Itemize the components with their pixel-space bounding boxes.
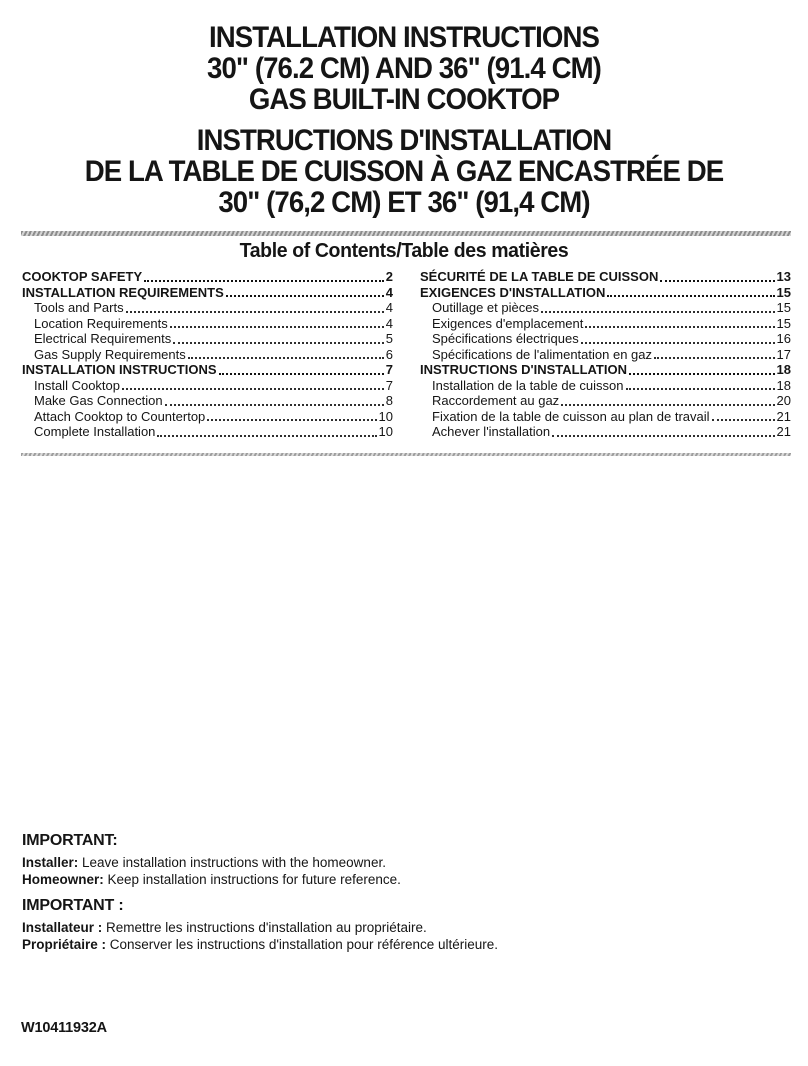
- toc-dot-leader: [654, 347, 775, 363]
- important-line: [22, 919, 662, 936]
- toc-dot-leader: [607, 285, 774, 301]
- important-heading-fr: IMPORTANT :: [22, 897, 124, 914]
- toc-entry-page: 21: [776, 424, 791, 439]
- toc-entry: [22, 424, 393, 440]
- toc-dot-leader: [144, 269, 384, 285]
- divider-rule-bottom: [21, 453, 791, 456]
- toc-entry-label: INSTALLATION INSTRUCTIONS: [22, 362, 217, 377]
- toc-dot-leader: [165, 393, 384, 409]
- toc-entry: [420, 316, 791, 332]
- toc-entry-label: INSTALLATION REQUIREMENTS: [22, 284, 224, 300]
- toc-entry-page: 16: [776, 331, 791, 346]
- toc-entry-label: Make Gas Connection: [34, 393, 163, 408]
- toc-dot-leader: [712, 409, 775, 425]
- important-line-lead: Installateur :: [22, 920, 103, 935]
- toc-entry-page: 10: [378, 424, 393, 439]
- toc-entry-page: 15: [776, 315, 791, 331]
- important-line-lead: Installer:: [22, 855, 79, 870]
- toc-entry-label: Spécifications électriques: [432, 331, 579, 346]
- toc-entry: [22, 300, 393, 316]
- divider-rule-top: [21, 231, 791, 236]
- important-line: [22, 871, 662, 888]
- important-line-text: Conserver les instructions d'installation pour référence ultérieure.: [106, 937, 499, 952]
- toc-entry-label: COOKTOP SAFETY: [22, 269, 143, 284]
- toc-entry-label: Location Requirements: [34, 315, 168, 331]
- toc-entry-page: 21: [776, 408, 791, 424]
- document-title: [0, 22, 808, 218]
- toc-dot-leader: [173, 331, 383, 347]
- toc-entry-page: 4: [385, 284, 393, 300]
- toc-entry: [22, 285, 393, 301]
- title-fr: [0, 125, 808, 218]
- toc-entry-page: 17: [776, 346, 791, 362]
- toc-entry-page: 15: [776, 284, 791, 300]
- toc-entry-page: 2: [385, 269, 393, 284]
- toc-entry-label: Attach Cooktop to Countertop: [34, 408, 206, 424]
- important-line-text: Leave installation instructions with the homeowner.: [78, 855, 386, 870]
- toc-entry-label: Tools and Parts: [34, 300, 124, 315]
- toc-entry: [22, 347, 393, 363]
- toc-entry-page: 18: [776, 377, 791, 393]
- toc-entry: [420, 347, 791, 363]
- toc-entry-page: 4: [385, 300, 393, 315]
- title-line-fr-3: 30" (76,2 CM) ET 36" (91,4 CM): [218, 186, 590, 219]
- title-line-fr-2: DE LA TABLE DE CUISSON À GAZ ENCASTRÉE DE: [84, 155, 724, 188]
- important-line-lead: Propriétaire :: [22, 937, 107, 952]
- toc-dot-leader: [126, 300, 384, 316]
- toc-entry-page: 6: [385, 346, 393, 362]
- toc-dot-leader: [626, 378, 775, 394]
- toc-entry-label: Gas Supply Requirements: [34, 346, 186, 362]
- title-line-en-3: GAS BUILT-IN COOKTOP: [248, 83, 560, 116]
- toc-entry-page: 8: [385, 393, 393, 408]
- toc-entry-label: Spécifications de l'alimentation en gaz: [432, 346, 653, 362]
- toc-entry-label: Electrical Requirements: [34, 331, 172, 346]
- important-notice-english: [22, 832, 662, 888]
- toc-entry-page: 7: [385, 362, 393, 377]
- toc-entry: [420, 424, 791, 440]
- toc-entry: [420, 409, 791, 425]
- important-line-text: Remettre les instructions d'installation au propriétaire.: [102, 920, 427, 935]
- toc-entry: [22, 378, 393, 394]
- toc-entry-page: 10: [378, 408, 393, 424]
- important-line-lead: Homeowner:: [22, 872, 104, 887]
- toc-entry: [420, 393, 791, 409]
- important-lines-en: [22, 854, 662, 888]
- toc-entry: [420, 300, 791, 316]
- important-line-text: Keep installation instructions for future reference.: [103, 872, 401, 887]
- toc-entry: [420, 378, 791, 394]
- important-heading-en: IMPORTANT:: [22, 832, 118, 849]
- toc-entry: [22, 316, 393, 332]
- toc-entry-label: Fixation de la table de cuisson au plan de travail: [432, 408, 710, 424]
- toc-dot-leader: [226, 285, 384, 301]
- toc-entry-page: 5: [385, 331, 393, 346]
- toc-entry: [420, 269, 791, 285]
- toc-dot-leader: [157, 424, 376, 440]
- table-of-contents: [22, 269, 791, 440]
- important-line: [22, 854, 662, 871]
- toc-entry-label: SÉCURITÉ DE LA TABLE DE CUISSON: [420, 269, 659, 284]
- toc-entry-label: Exigences d'emplacement: [432, 315, 584, 331]
- toc-entry-page: 13: [776, 269, 791, 284]
- toc-entry: [420, 285, 791, 301]
- toc-entry-page: 7: [385, 377, 393, 393]
- toc-entry-label: INSTRUCTIONS D'INSTALLATION: [420, 362, 627, 377]
- title-line-fr-1: INSTRUCTIONS D'INSTALLATION: [196, 124, 612, 157]
- toc-dot-leader: [122, 378, 384, 394]
- toc-entry-page: 18: [776, 362, 791, 377]
- toc-entry-page: 20: [776, 393, 791, 408]
- toc-dot-leader: [170, 316, 384, 332]
- toc-column-english: [22, 269, 393, 440]
- toc-entry: [420, 362, 791, 378]
- part-number: W10411932A: [21, 1020, 107, 1036]
- toc-entry-label: Install Cooktop: [34, 377, 120, 393]
- toc-entry: [22, 331, 393, 347]
- important-line: [22, 936, 662, 953]
- toc-entry-label: Achever l'installation: [432, 424, 551, 439]
- toc-entry-label: Outillage et pièces: [432, 300, 539, 315]
- toc-heading: Table of Contents/Table des matières: [239, 239, 569, 262]
- toc-dot-leader: [629, 362, 775, 378]
- toc-dot-leader: [219, 362, 384, 378]
- toc-entry-page: 15: [776, 300, 791, 315]
- toc-dot-leader: [585, 316, 774, 332]
- toc-entry-label: Raccordement au gaz: [432, 393, 560, 408]
- toc-dot-leader: [207, 409, 376, 425]
- toc-entry-label: EXIGENCES D'INSTALLATION: [420, 284, 606, 300]
- toc-dot-leader: [541, 300, 775, 316]
- toc-dot-leader: [552, 424, 774, 440]
- title-en: [0, 22, 808, 115]
- title-line-en-1: INSTALLATION INSTRUCTIONS: [209, 21, 599, 54]
- toc-entry-label: Installation de la table de cuisson: [432, 377, 624, 393]
- toc-dot-leader: [188, 347, 384, 363]
- toc-dot-leader: [561, 393, 774, 409]
- toc-entry: [22, 393, 393, 409]
- toc-entry: [22, 409, 393, 425]
- toc-entry-label: Complete Installation: [34, 424, 156, 439]
- toc-entry: [420, 331, 791, 347]
- toc-dot-leader: [660, 269, 774, 285]
- title-line-en-2: 30" (76.2 CM) AND 36" (91.4 CM): [207, 52, 601, 85]
- toc-column-french: [420, 269, 791, 440]
- important-notice-french: [22, 897, 662, 953]
- toc-entry: [22, 362, 393, 378]
- toc-entry-page: 4: [385, 315, 393, 331]
- toc-dot-leader: [581, 331, 775, 347]
- important-lines-fr: [22, 919, 662, 953]
- toc-entry: [22, 269, 393, 285]
